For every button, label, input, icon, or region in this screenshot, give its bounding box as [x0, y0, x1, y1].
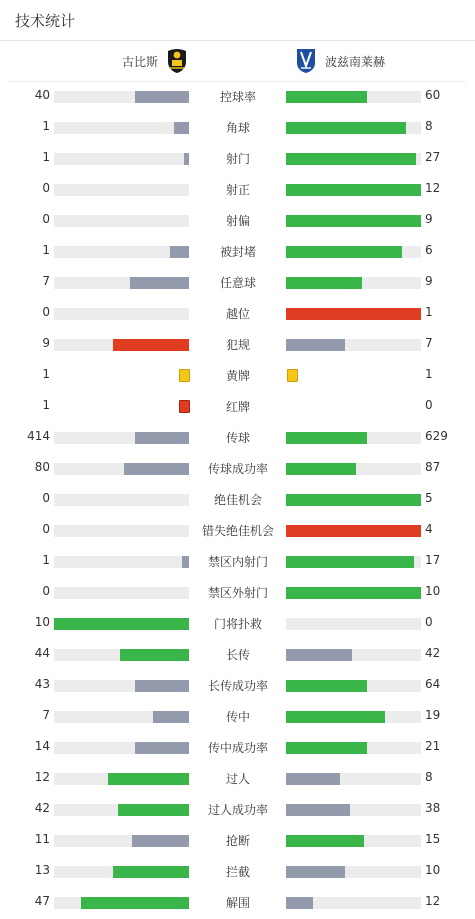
away-bar-fill [286, 184, 421, 196]
home-value: 80 [34, 460, 50, 474]
away-bar-track [286, 308, 421, 320]
home-value: 11 [34, 832, 50, 846]
home-value: 9 [42, 336, 50, 350]
home-bar-track [54, 153, 189, 165]
stat-row [0, 81, 475, 112]
stat-row [0, 577, 475, 608]
teams-header [8, 41, 466, 82]
away-value: 42 [425, 646, 441, 660]
away-value: 10 [425, 584, 441, 598]
away-value: 17 [425, 553, 441, 567]
away-bar-track [286, 804, 421, 816]
stat-row [0, 298, 475, 329]
home-bar-fill [54, 618, 189, 630]
home-bar-fill [135, 91, 189, 103]
away-value: 15 [425, 832, 441, 846]
home-bar-fill [108, 773, 189, 785]
stat-row [0, 608, 475, 639]
away-bar-track [286, 742, 421, 754]
away-value: 21 [425, 739, 441, 753]
stat-row [0, 112, 475, 143]
stat-row [0, 143, 475, 174]
home-value: 7 [42, 274, 50, 288]
away-bar-track [286, 649, 421, 661]
stat-row [0, 422, 475, 453]
home-bar-track [54, 649, 189, 661]
away-bar-fill [286, 463, 356, 475]
away-value: 64 [425, 677, 441, 691]
home-bar-track [54, 680, 189, 692]
away-value: 12 [425, 181, 441, 195]
away-value: 1 [425, 367, 433, 381]
away-bar-fill [286, 711, 385, 723]
away-value: 12 [425, 894, 441, 908]
away-bar-track [286, 587, 421, 599]
stat-row [0, 546, 475, 577]
home-value: 414 [27, 429, 50, 443]
home-bar-track [54, 556, 189, 568]
away-bar-track [286, 556, 421, 568]
home-value: 1 [42, 243, 50, 257]
away-value: 87 [425, 460, 441, 474]
away-bar-fill [286, 587, 421, 599]
away-team[interactable] [295, 41, 385, 81]
stat-label: 任意球 [219, 276, 256, 290]
away-bar-fill [286, 494, 421, 506]
stat-label: 禁区外射门 [207, 586, 268, 600]
away-value: 629 [425, 429, 448, 443]
home-bar-track [54, 277, 189, 289]
home-bar-fill [135, 680, 189, 692]
home-bar-fill [174, 122, 189, 134]
away-bar-track [286, 122, 421, 134]
away-bar-fill [286, 91, 367, 103]
home-bar-track [54, 742, 189, 754]
stat-row [0, 887, 475, 918]
stat-row [0, 236, 475, 267]
stat-label: 射正 [225, 183, 250, 197]
stat-label: 错失绝佳机会 [201, 524, 274, 538]
stat-row [0, 732, 475, 763]
stat-row [0, 329, 475, 360]
home-bar-fill [81, 897, 189, 909]
away-bar-fill [286, 525, 421, 537]
home-bar-fill [182, 556, 190, 568]
away-bar-fill [286, 773, 340, 785]
away-value: 10 [425, 863, 441, 877]
away-value: 8 [425, 119, 433, 133]
away-bar-track [286, 866, 421, 878]
away-value: 5 [425, 491, 433, 505]
home-yellow-card-icon [179, 369, 190, 382]
home-value: 1 [42, 398, 50, 412]
stat-label: 射偏 [225, 214, 250, 228]
away-value: 27 [425, 150, 441, 164]
away-bar-fill [286, 432, 367, 444]
home-bar-track [54, 618, 189, 630]
home-bar-fill [130, 277, 189, 289]
stat-row [0, 174, 475, 205]
home-bar-fill [113, 866, 189, 878]
away-bar-fill [286, 277, 362, 289]
away-bar-track [286, 184, 421, 196]
home-bar-track [54, 122, 189, 134]
stat-row [0, 453, 475, 484]
stat-row [0, 794, 475, 825]
home-value: 1 [42, 553, 50, 567]
away-value: 4 [425, 522, 433, 536]
away-bar-track [286, 897, 421, 909]
stat-label: 角球 [225, 121, 250, 135]
away-bar-fill [286, 680, 367, 692]
stat-label: 传球 [225, 431, 250, 445]
home-value: 1 [42, 367, 50, 381]
away-team-logo-icon [295, 48, 317, 74]
home-bar-track [54, 804, 189, 816]
stat-row [0, 701, 475, 732]
stat-row [0, 267, 475, 298]
page-title: 技术统计 [15, 12, 76, 30]
home-bar-fill [124, 463, 189, 475]
stat-label: 门将扑救 [213, 617, 262, 631]
away-bar-fill [286, 804, 350, 816]
away-bar-fill [286, 215, 421, 227]
stat-label: 长传 [225, 648, 250, 662]
home-bar-fill [113, 339, 189, 351]
away-bar-track [286, 432, 421, 444]
stat-row [0, 856, 475, 887]
away-bar-track [286, 215, 421, 227]
stats-list [0, 81, 475, 918]
home-bar-track [54, 711, 189, 723]
home-bar-track [54, 308, 189, 320]
away-value: 8 [425, 770, 433, 784]
home-value: 12 [34, 770, 50, 784]
home-value: 0 [42, 305, 50, 319]
home-team-name: 古比斯 [121, 54, 158, 69]
home-value: 13 [34, 863, 50, 877]
away-value: 38 [425, 801, 441, 815]
away-value: 9 [425, 212, 433, 226]
home-bar-track [54, 835, 189, 847]
stat-label: 红牌 [225, 400, 250, 414]
home-bar-track [54, 773, 189, 785]
stat-label: 传球成功率 [207, 462, 268, 476]
home-bar-track [54, 587, 189, 599]
home-team[interactable] [122, 41, 188, 81]
stat-label: 长传成功率 [207, 679, 268, 693]
home-bar-track [54, 897, 189, 909]
away-yellow-card-icon [287, 369, 298, 382]
home-bar-fill [170, 246, 189, 258]
away-bar-fill [286, 649, 352, 661]
home-bar-fill [118, 804, 189, 816]
away-bar-track [286, 525, 421, 537]
home-value: 42 [34, 801, 50, 815]
stat-label: 黄牌 [225, 369, 250, 383]
stat-label: 犯规 [225, 338, 250, 352]
home-value: 0 [42, 491, 50, 505]
stat-label: 过人 [225, 772, 250, 786]
stat-label: 绝佳机会 [213, 493, 262, 507]
home-value: 1 [42, 119, 50, 133]
away-value: 7 [425, 336, 433, 350]
home-bar-track [54, 215, 189, 227]
home-bar-track [54, 432, 189, 444]
home-bar-track [54, 246, 189, 258]
away-bar-track [286, 835, 421, 847]
home-bar-track [54, 184, 189, 196]
home-team-logo-icon [166, 48, 188, 74]
home-value: 10 [34, 615, 50, 629]
home-bar-fill [120, 649, 189, 661]
home-value: 47 [34, 894, 50, 908]
away-bar-track [286, 153, 421, 165]
away-bar-fill [286, 339, 345, 351]
stat-row [0, 670, 475, 701]
away-bar-track [286, 277, 421, 289]
away-bar-fill [286, 897, 313, 909]
stat-label: 禁区内射门 [207, 555, 268, 569]
home-bar-fill [184, 153, 189, 165]
stat-row [0, 515, 475, 546]
home-bar-track [54, 525, 189, 537]
away-bar-fill [286, 122, 406, 134]
home-value: 43 [34, 677, 50, 691]
away-bar-track [286, 463, 421, 475]
away-bar-track [286, 494, 421, 506]
away-bar-fill [286, 153, 416, 165]
away-value: 19 [425, 708, 441, 722]
away-bar-track [286, 680, 421, 692]
stat-label: 传中成功率 [207, 741, 268, 755]
home-value: 7 [42, 708, 50, 722]
home-value: 1 [42, 150, 50, 164]
stat-label: 射门 [225, 152, 250, 166]
stat-label: 传中 [225, 710, 250, 724]
home-bar-track [54, 866, 189, 878]
away-value: 60 [425, 88, 441, 102]
home-bar-fill [135, 432, 189, 444]
stat-row [0, 205, 475, 236]
away-bar-fill [286, 308, 421, 320]
stat-row [0, 639, 475, 670]
stat-label: 越位 [225, 307, 250, 321]
home-value: 44 [34, 646, 50, 660]
away-bar-track [286, 246, 421, 258]
home-bar-track [54, 91, 189, 103]
away-bar-fill [286, 556, 414, 568]
away-bar-track [286, 618, 421, 630]
stat-label: 过人成功率 [207, 803, 268, 817]
away-team-name: 波兹南莱赫 [325, 54, 386, 69]
stat-row [0, 360, 475, 391]
stat-row [0, 391, 475, 422]
stat-label: 抢断 [225, 834, 250, 848]
home-bar-fill [153, 711, 189, 723]
home-bar-track [54, 339, 189, 351]
away-bar-fill [286, 835, 364, 847]
home-bar-track [54, 463, 189, 475]
stat-row [0, 763, 475, 794]
away-bar-track [286, 711, 421, 723]
away-value: 1 [425, 305, 433, 319]
home-bar-fill [135, 742, 189, 754]
away-bar-fill [286, 866, 345, 878]
away-bar-fill [286, 742, 367, 754]
home-value: 0 [42, 522, 50, 536]
stat-label: 控球率 [219, 90, 256, 104]
stat-row [0, 825, 475, 856]
stat-label: 解围 [225, 896, 250, 910]
away-bar-fill [286, 246, 402, 258]
home-red-card-icon [179, 400, 190, 413]
stat-row [0, 484, 475, 515]
away-value: 0 [425, 398, 433, 412]
away-value: 0 [425, 615, 433, 629]
away-bar-track [286, 91, 421, 103]
home-value: 14 [34, 739, 50, 753]
home-value: 0 [42, 584, 50, 598]
away-value: 9 [425, 274, 433, 288]
away-bar-track [286, 339, 421, 351]
home-value: 0 [42, 212, 50, 226]
home-value: 40 [34, 88, 50, 102]
stat-label: 拦截 [225, 865, 250, 879]
away-value: 6 [425, 243, 433, 257]
stat-label: 被封堵 [219, 245, 256, 259]
away-bar-track [286, 773, 421, 785]
home-bar-track [54, 494, 189, 506]
home-bar-fill [132, 835, 189, 847]
home-value: 0 [42, 181, 50, 195]
